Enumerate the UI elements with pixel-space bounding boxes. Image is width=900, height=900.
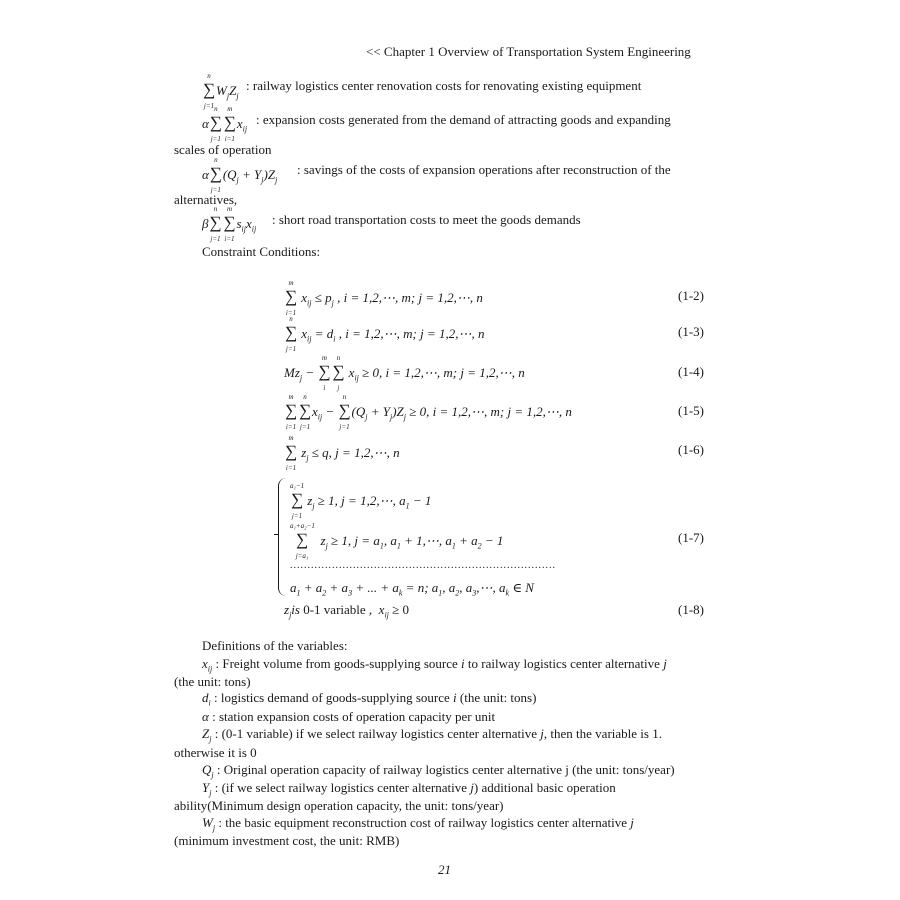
equation-number-1-5: (1-5) bbox=[678, 403, 704, 418]
term-renovation-formula: ∑ n j=1 $W_jZ_j$ bbox=[202, 72, 239, 110]
definition-z-cont: otherwise it is 0 bbox=[174, 745, 257, 760]
definition-q: $Q_j$ : Original operation capacity of railway logistics center alternative j (the unit: tons/year) bbox=[202, 762, 675, 780]
equation-1-7-brace bbox=[278, 478, 287, 596]
definition-y-tail: ) additional basic operation bbox=[473, 780, 616, 795]
term-savings-formula: α∑ n j=1 $(Q_j + Y_j)Z_j$ bbox=[202, 156, 278, 194]
term-expansion-text: : expansion costs generated from the demand of attracting goods and expanding bbox=[256, 112, 671, 127]
term-renovation-text: : railway logistics center renovation costs for renovating existing equipment bbox=[246, 78, 642, 93]
equation-number-1-2: (1-2) bbox=[678, 288, 704, 303]
equation-number-1-4: (1-4) bbox=[678, 364, 704, 379]
equation-1-3: ∑ n j=1 $x_{ij} = d_i$ , i = 1,2,⋯, m; j = 1,2,⋯, n bbox=[284, 315, 485, 353]
definition-alpha: α : station expansion costs of operation capacity per unit bbox=[202, 709, 496, 724]
definition-w-text: : the basic equipment reconstruction cost of railway logistics center alternative bbox=[218, 815, 627, 830]
term-savings-text: : savings of the costs of expansion operations after reconstruction of the bbox=[297, 162, 671, 177]
page-number: 21 bbox=[438, 862, 451, 877]
definition-alpha-text: : station expansion costs of operation capacity per unit bbox=[212, 709, 496, 724]
definition-y-text: : (if we select railway logistics center alternative bbox=[214, 780, 468, 795]
equation-1-2: ∑ m i=1 $x_{ij} \le p_j$ , i = 1,2,⋯, m; j = 1,2,⋯, n bbox=[284, 279, 483, 317]
equation-number-1-6: (1-6) bbox=[678, 442, 704, 457]
term-expansion-formula: α∑ n j=1 ∑ m i=1 $x_{ij}$ bbox=[202, 105, 248, 143]
equation-number-1-8: (1-8) bbox=[678, 602, 704, 617]
equation-1-7-line-3: $a_1 + a_2 + a_3$ + ... + $a_k = n$; $a_1$, $a_2$, $a_3,\cdots$, $a_k$ ∈ N bbox=[290, 580, 534, 598]
definition-d-text: : logistics demand of goods-supplying source bbox=[213, 690, 450, 705]
equation-1-5: ∑ m i=1 ∑ n j=1 $x_{ij}$ − ∑ n j=1 $(Q_j + Y_j)Z_j \ge 0$, i = 1,2,⋯, m; j = 1,2,⋯, n bbox=[284, 393, 572, 431]
definition-x: $x_{ij}$ : Freight volume from goods-supplying source i to railway logistics center alternative j bbox=[202, 656, 667, 674]
definition-z-text: : (0-1 variable) if we select railway logistics center alternative bbox=[214, 726, 538, 741]
definition-q-text: : Original operation capacity of railway logistics center alternative j (the unit: tons/year) bbox=[216, 762, 675, 777]
equation-1-6: ∑ m i=1 $z_j \le q$, j = 1,2,⋯, n bbox=[284, 434, 400, 472]
definition-d-tail: (the unit: tons) bbox=[459, 690, 537, 705]
definition-w: $W_j$ : the basic equipment reconstruction cost of railway logistics center alternative j bbox=[202, 815, 634, 833]
equation-1-7-line-2: ∑ a₁+a₂−1 j=a₁ $z_j \ge 1$, $j = a_1$, $a_1$ + 1,⋯, $a_1 + a_2 - 1$ bbox=[290, 522, 504, 560]
definition-x-text: : Freight volume from goods-supplying source bbox=[215, 656, 458, 671]
running-header: << Chapter 1 Overview of Transportation System Engineering bbox=[366, 44, 691, 59]
definition-w-cont: (minimum investment cost, the unit: RMB) bbox=[174, 833, 400, 848]
equation-1-7-dots: ............................................................................ bbox=[290, 560, 556, 571]
equation-1-8: $z_jis$ 0-1 variable , $x_{ij} \ge 0$ bbox=[284, 602, 410, 620]
definition-y: $Y_j$ : (if we select railway logistics center alternative j) additional basic operation bbox=[202, 780, 616, 798]
constraints-heading: Constraint Conditions: bbox=[202, 244, 321, 259]
equation-number-1-3: (1-3) bbox=[678, 324, 704, 339]
definition-x-cont: (the unit: tons) bbox=[174, 674, 251, 689]
equation-1-4: $Mz_j$ − ∑ m i ∑ n j $x_{ij} \ge 0$, i = 1,2,⋯, m; j = 1,2,⋯, n bbox=[284, 354, 525, 392]
term-road-text: : short road transportation costs to meet the goods demands bbox=[272, 212, 581, 227]
definitions-heading: Definitions of the variables: bbox=[202, 638, 348, 653]
definition-z: $Z_j$ : (0-1 variable) if we select railway logistics center alternative j, then the variable is 1. bbox=[202, 726, 662, 744]
term-expansion-text-cont: scales of operation bbox=[174, 142, 272, 157]
equation-1-7-line-1: ∑ a₁−1 j=1 $z_j \ge 1$, j = 1,2,⋯, $a_1 - 1$ bbox=[290, 482, 432, 520]
equation-number-1-7: (1-7) bbox=[678, 530, 704, 545]
term-road-formula: β∑ n j=1 ∑ m i=1 $s_{ij}x_{ij}$ bbox=[202, 205, 257, 243]
definition-z-tail: , then the variable is 1. bbox=[543, 726, 662, 741]
definition-d: $d_i$ : logistics demand of goods-supplying source i (the unit: tons) bbox=[202, 690, 537, 708]
definition-x-mid: to railway logistics center alternative bbox=[467, 656, 660, 671]
term-savings-text-cont: alternatives, bbox=[174, 192, 238, 207]
definition-y-cont: ability(Minimum design operation capacity, the unit: tons/year) bbox=[174, 798, 504, 813]
